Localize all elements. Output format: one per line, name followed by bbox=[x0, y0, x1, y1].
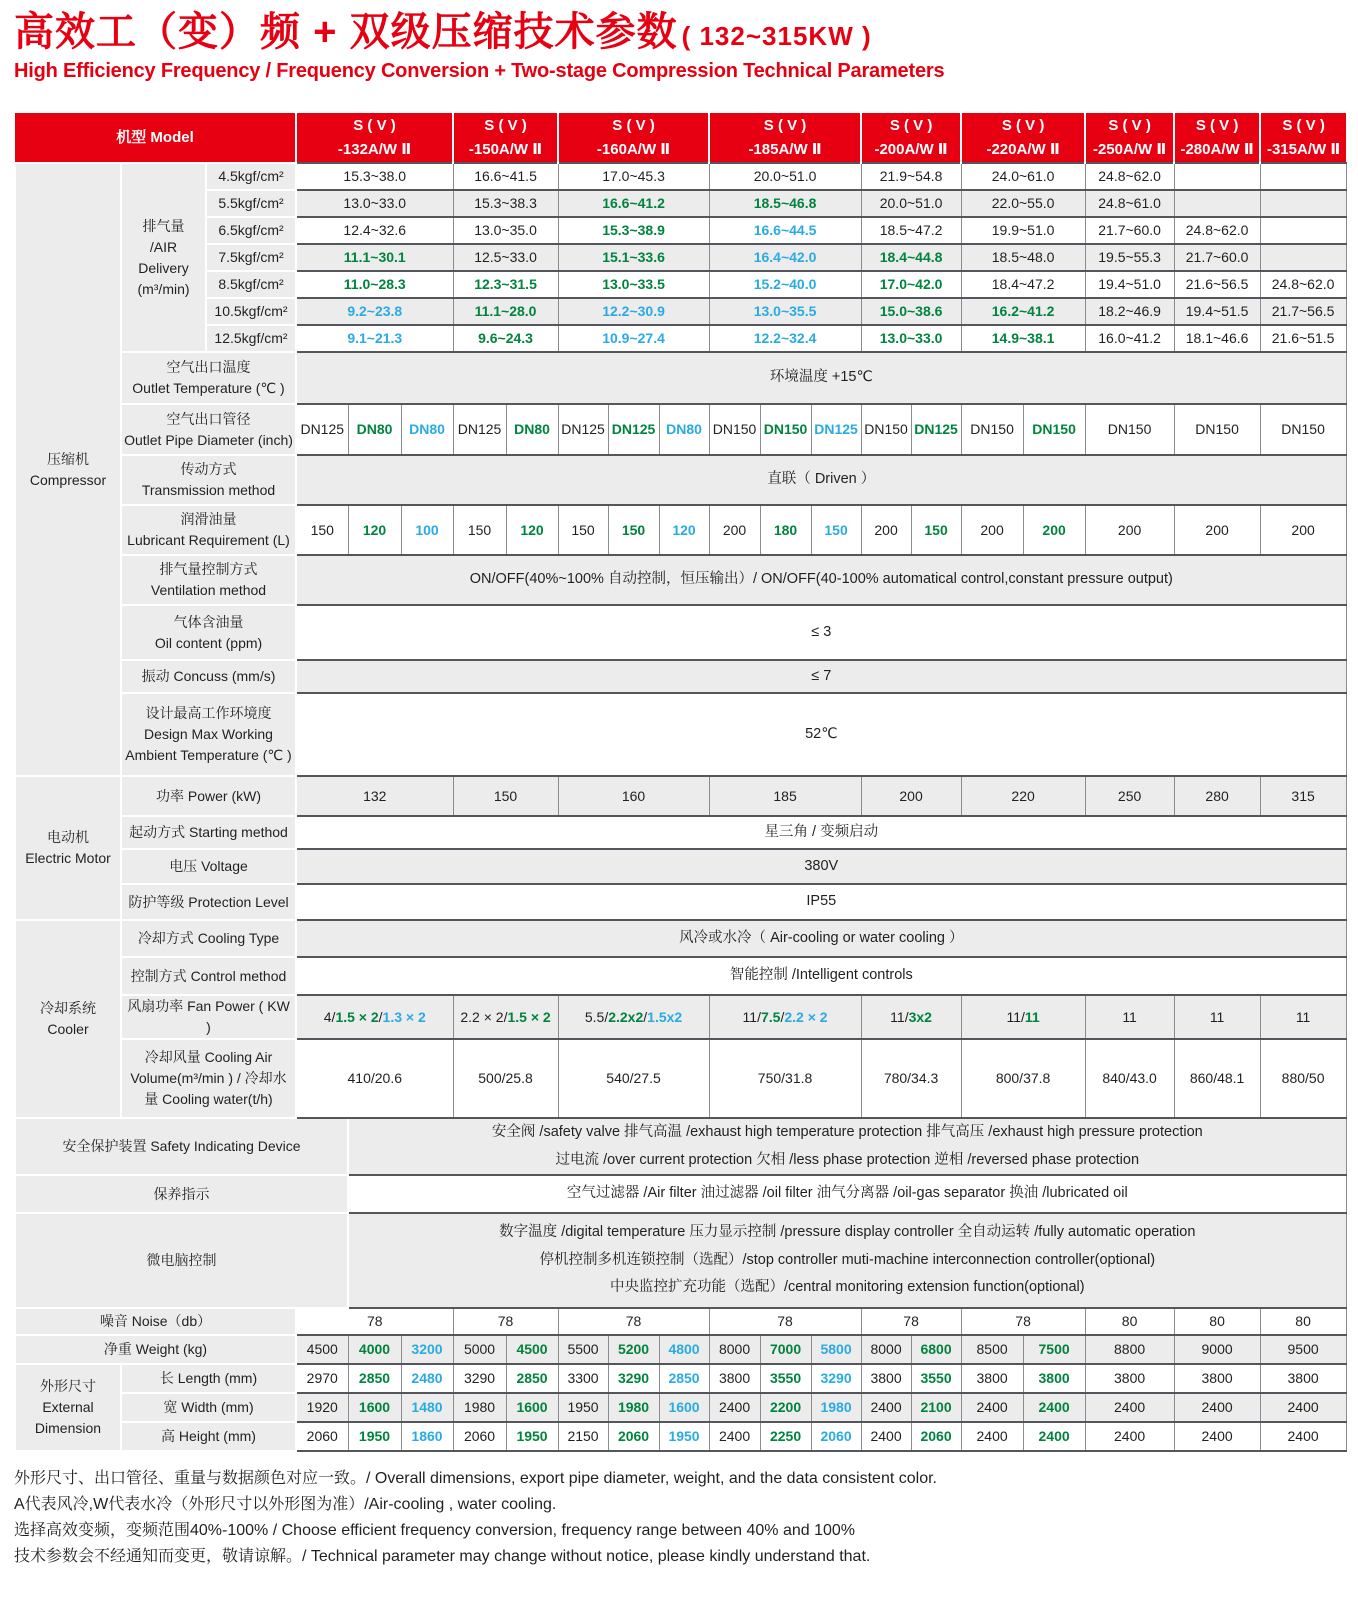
variant-value-cell: 150 bbox=[811, 505, 861, 555]
segmented-value-cell bbox=[709, 995, 861, 1039]
variant-value-cell: DN125 bbox=[911, 404, 961, 455]
pressure-label: 6.5kgf/cm² bbox=[206, 217, 296, 244]
variant-value-cell: 3550 bbox=[911, 1364, 961, 1393]
value-cell: 150 bbox=[453, 776, 558, 816]
technical-parameters-table bbox=[14, 113, 1347, 1452]
variant-value-cell: 2400 bbox=[1260, 1422, 1346, 1451]
variant-value-cell: 7000 bbox=[760, 1335, 811, 1364]
air-delivery-value: 21.9~54.8 bbox=[861, 163, 961, 190]
row-group-label-air-delivery: 排气量 /AIR Delivery (m³/min) bbox=[121, 163, 206, 352]
air-delivery-value: 16.2~41.2 bbox=[961, 298, 1085, 325]
page-title-range: ( 132~315KW ) bbox=[681, 21, 872, 51]
value-segment: / bbox=[378, 1008, 383, 1025]
row-label: 冷却方式 Cooling Type bbox=[121, 920, 296, 957]
variant-value-cell: 3800 bbox=[709, 1364, 760, 1393]
value-cell: 410/20.6 bbox=[296, 1039, 453, 1118]
variant-value-cell: 3290 bbox=[811, 1364, 861, 1393]
variant-value-cell: 150 bbox=[453, 505, 506, 555]
air-delivery-value: 24.8~61.0 bbox=[1085, 190, 1174, 217]
variant-value-cell: 1600 bbox=[659, 1393, 709, 1422]
variant-value-cell: 2850 bbox=[659, 1364, 709, 1393]
value-segment: 5.5/ bbox=[584, 1008, 609, 1025]
variant-value-cell: 2150 bbox=[558, 1422, 608, 1451]
air-delivery-value bbox=[1260, 217, 1346, 244]
variant-value-cell: 150 bbox=[911, 505, 961, 555]
row-label: 风扇功率 Fan Power ( KW ) bbox=[121, 995, 296, 1039]
model-column-header: S ( V ) -200A/W Ⅱ bbox=[861, 113, 961, 163]
air-delivery-value: 15.0~38.6 bbox=[861, 298, 961, 325]
variant-value-cell: 2060 bbox=[608, 1422, 659, 1451]
footnotes bbox=[14, 1466, 1358, 1570]
air-delivery-value: 24.8~62.0 bbox=[1174, 217, 1260, 244]
value-cell: 280 bbox=[1174, 776, 1260, 816]
variant-value-cell: DN80 bbox=[659, 404, 709, 455]
air-delivery-value: 18.5~48.0 bbox=[961, 244, 1085, 271]
variant-value-cell: 2400 bbox=[1174, 1393, 1260, 1422]
air-delivery-value: 10.9~27.4 bbox=[558, 325, 709, 352]
variant-value-cell: 2400 bbox=[1174, 1422, 1260, 1451]
row-label: 防护等级 Protection Level bbox=[121, 884, 296, 920]
row-label: 润滑油量 Lubricant Requirement (L) bbox=[121, 505, 296, 555]
variant-value-cell: DN150 bbox=[1174, 404, 1260, 455]
air-delivery-value: 18.2~46.9 bbox=[1085, 298, 1174, 325]
variant-value-cell: 1860 bbox=[401, 1422, 453, 1451]
variant-value-cell: 2480 bbox=[401, 1364, 453, 1393]
value-cell: 840/43.0 bbox=[1085, 1039, 1174, 1118]
footnote-line: 选择高效变频，变频范围40%-100% / Choose efficient frequency conversion, frequency range between 40% and 100% bbox=[14, 1522, 856, 1540]
air-delivery-value: 24.8~62.0 bbox=[1260, 271, 1346, 298]
segmented-value-cell bbox=[296, 995, 453, 1039]
merged-value-cell: 52℃ bbox=[296, 693, 1346, 776]
value-cell: 315 bbox=[1260, 776, 1346, 816]
value-segment: 11/ bbox=[890, 1008, 909, 1025]
value-segment: 2.2 × 2/ bbox=[460, 1008, 508, 1025]
variant-value-cell: 3200 bbox=[401, 1335, 453, 1364]
model-column-header: S ( V ) -250A/W Ⅱ bbox=[1085, 113, 1174, 163]
page-header bbox=[0, 0, 1358, 83]
air-delivery-value: 18.1~46.6 bbox=[1174, 325, 1260, 352]
value-segment: / bbox=[643, 1008, 648, 1025]
variant-value-cell: 2400 bbox=[1023, 1393, 1085, 1422]
air-delivery-value: 21.7~60.0 bbox=[1174, 244, 1260, 271]
variant-value-cell: 5000 bbox=[453, 1335, 506, 1364]
variant-value-cell: 120 bbox=[659, 505, 709, 555]
variant-value-cell: 9500 bbox=[1260, 1335, 1346, 1364]
footnote-line: 外形尺寸、出口管径、重量与数据颜色对应一致。/ Overall dimensions, export pipe diameter, weight, and the data consistent color. bbox=[14, 1470, 937, 1488]
variant-value-cell: DN150 bbox=[760, 404, 811, 455]
row-label: 噪音 Noise（db） bbox=[15, 1308, 296, 1335]
air-delivery-value: 21.7~56.5 bbox=[1260, 298, 1346, 325]
variant-value-cell: 4500 bbox=[506, 1335, 558, 1364]
variant-value-cell: 8500 bbox=[961, 1335, 1023, 1364]
air-delivery-value: 18.5~46.8 bbox=[709, 190, 861, 217]
value-cell: 185 bbox=[709, 776, 861, 816]
row-label: 振动 Concuss (mm/s) bbox=[121, 660, 296, 693]
segmented-value-cell bbox=[861, 995, 961, 1039]
merged-value-cell: ≤ 7 bbox=[296, 660, 1346, 693]
value-segment: 1.5 × 2 bbox=[507, 1008, 551, 1025]
variant-value-cell: 3300 bbox=[558, 1364, 608, 1393]
value-cell: 80 bbox=[1260, 1308, 1346, 1335]
row-label: 传动方式 Transmission method bbox=[121, 455, 296, 505]
air-delivery-value: 24.8~62.0 bbox=[1085, 163, 1174, 190]
air-delivery-value: 24.0~61.0 bbox=[961, 163, 1085, 190]
air-delivery-value: 19.5~55.3 bbox=[1085, 244, 1174, 271]
air-delivery-value: 21.6~56.5 bbox=[1174, 271, 1260, 298]
value-segment: 2.2 × 2 bbox=[784, 1008, 828, 1025]
air-delivery-value: 9.6~24.3 bbox=[453, 325, 558, 352]
variant-value-cell: DN150 bbox=[1085, 404, 1174, 455]
model-column-header: S ( V ) -220A/W Ⅱ bbox=[961, 113, 1085, 163]
value-segment: 11/ bbox=[742, 1008, 761, 1025]
air-delivery-value: 17.0~42.0 bbox=[861, 271, 961, 298]
variant-value-cell: DN150 bbox=[961, 404, 1023, 455]
value-cell: 880/50 bbox=[1260, 1039, 1346, 1118]
air-delivery-value: 9.1~21.3 bbox=[296, 325, 453, 352]
value-cell: 78 bbox=[861, 1308, 961, 1335]
air-delivery-value: 13.0~33.0 bbox=[861, 325, 961, 352]
air-delivery-value bbox=[1260, 244, 1346, 271]
value-segment: 11 bbox=[1122, 1008, 1137, 1025]
variant-value-cell: 1480 bbox=[401, 1393, 453, 1422]
variant-value-cell: DN80 bbox=[506, 404, 558, 455]
variant-value-cell: 120 bbox=[348, 505, 401, 555]
variant-value-cell: 1600 bbox=[506, 1393, 558, 1422]
variant-value-cell: 2060 bbox=[296, 1422, 348, 1451]
variant-value-cell: 2400 bbox=[1085, 1393, 1174, 1422]
variant-value-cell: DN125 bbox=[453, 404, 506, 455]
row-label: 电压 Voltage bbox=[121, 849, 296, 884]
section-label-compressor: 压缩机 Compressor bbox=[15, 163, 121, 776]
value-cell: 220 bbox=[961, 776, 1085, 816]
value-segment: 11 bbox=[1209, 1008, 1225, 1025]
variant-value-cell: 5200 bbox=[608, 1335, 659, 1364]
row-label: 排气量控制方式 Ventilation method bbox=[121, 555, 296, 605]
variant-value-cell: 200 bbox=[861, 505, 911, 555]
section-label: 电动机 Electric Motor bbox=[15, 776, 121, 920]
model-header-cell: 机型 Model bbox=[15, 113, 296, 163]
section-label: 冷却系统 Cooler bbox=[15, 920, 121, 1118]
air-delivery-value: 11.0~28.3 bbox=[296, 271, 453, 298]
value-cell: 78 bbox=[961, 1308, 1085, 1335]
variant-value-cell: 200 bbox=[961, 505, 1023, 555]
variant-value-cell: 6800 bbox=[911, 1335, 961, 1364]
air-delivery-value: 15.3~38.9 bbox=[558, 217, 709, 244]
air-delivery-value: 14.9~38.1 bbox=[961, 325, 1085, 352]
variant-value-cell: 1980 bbox=[453, 1393, 506, 1422]
air-delivery-value: 16.6~41.2 bbox=[558, 190, 709, 217]
value-segment: 3x2 bbox=[908, 1008, 932, 1025]
air-delivery-value: 16.6~41.5 bbox=[453, 163, 558, 190]
row-label: 设计最高工作环境度 Design Max Working Ambient Temperature (℃ ) bbox=[121, 693, 296, 776]
variant-value-cell: 2400 bbox=[961, 1422, 1023, 1451]
variant-value-cell: 1920 bbox=[296, 1393, 348, 1422]
variant-value-cell: 200 bbox=[1085, 505, 1174, 555]
page-subtitle-en: High Efficiency Frequency / Frequency Conversion + Two-stage Compression Technical Parameters bbox=[14, 60, 945, 82]
page-title bbox=[14, 8, 1358, 56]
variant-value-cell: 1600 bbox=[348, 1393, 401, 1422]
variant-value-cell: 8000 bbox=[709, 1335, 760, 1364]
pressure-label: 10.5kgf/cm² bbox=[206, 298, 296, 325]
air-delivery-value: 13.0~33.5 bbox=[558, 271, 709, 298]
variant-value-cell: 2250 bbox=[760, 1422, 811, 1451]
row-label: 起动方式 Starting method bbox=[121, 816, 296, 849]
variant-value-cell: 2970 bbox=[296, 1364, 348, 1393]
pressure-label: 4.5kgf/cm² bbox=[206, 163, 296, 190]
merged-value-cell: 安全阀 /safety valve 排气高温 /exhaust high temperature protection 排气高压 /exhaust high pressure protection 过电流 /over current protection 欠相 /less phase protection 逆相 /reversed phase protection bbox=[348, 1118, 1346, 1175]
merged-value-cell: 直联（ Driven ） bbox=[296, 455, 1346, 505]
merged-value-cell: ON/OFF(40%~100% 自动控制，恒压输出）/ ON/OFF(40-100% automatical control,constant pressure output) bbox=[296, 555, 1346, 605]
air-delivery-value: 16.0~41.2 bbox=[1085, 325, 1174, 352]
row-label: 宽 Width (mm) bbox=[121, 1393, 296, 1422]
value-segment: 11/ bbox=[1006, 1008, 1025, 1025]
row-label: 长 Length (mm) bbox=[121, 1364, 296, 1393]
air-delivery-value: 12.5~33.0 bbox=[453, 244, 558, 271]
section-label: 外形尺寸 External Dimension bbox=[15, 1364, 121, 1451]
variant-value-cell: 5800 bbox=[811, 1335, 861, 1364]
air-delivery-value: 15.1~33.6 bbox=[558, 244, 709, 271]
air-delivery-value: 11.1~30.1 bbox=[296, 244, 453, 271]
variant-value-cell: 3550 bbox=[760, 1364, 811, 1393]
air-delivery-value: 21.7~60.0 bbox=[1085, 217, 1174, 244]
footnote-line: A代表风冷,W代表水冷（外形尺寸以外形图为准）/Air-cooling , water cooling. bbox=[14, 1496, 557, 1514]
row-label: 功率 Power (kW) bbox=[121, 776, 296, 816]
variant-value-cell: 3290 bbox=[453, 1364, 506, 1393]
variant-value-cell: 2200 bbox=[760, 1393, 811, 1422]
variant-value-cell: 5500 bbox=[558, 1335, 608, 1364]
variant-value-cell: 2850 bbox=[506, 1364, 558, 1393]
row-label: 保养指示 bbox=[15, 1175, 348, 1213]
row-label: 气体含油量 Oil content (ppm) bbox=[121, 605, 296, 660]
variant-value-cell: 180 bbox=[760, 505, 811, 555]
value-cell: 500/25.8 bbox=[453, 1039, 558, 1118]
variant-value-cell: 3290 bbox=[608, 1364, 659, 1393]
value-cell: 540/27.5 bbox=[558, 1039, 709, 1118]
merged-value-cell: 星三角 / 变频启动 bbox=[296, 816, 1346, 849]
variant-value-cell: 150 bbox=[558, 505, 608, 555]
variant-value-cell: 2060 bbox=[453, 1422, 506, 1451]
variant-value-cell: DN80 bbox=[348, 404, 401, 455]
variant-value-cell: 1980 bbox=[811, 1393, 861, 1422]
row-label: 控制方式 Control method bbox=[121, 957, 296, 995]
air-delivery-value: 21.6~51.5 bbox=[1260, 325, 1346, 352]
variant-value-cell: 3800 bbox=[961, 1364, 1023, 1393]
variant-value-cell: 1950 bbox=[506, 1422, 558, 1451]
pressure-label: 7.5kgf/cm² bbox=[206, 244, 296, 271]
segmented-value-cell bbox=[1174, 995, 1260, 1039]
variant-value-cell: 3800 bbox=[1174, 1364, 1260, 1393]
air-delivery-value: 15.2~40.0 bbox=[709, 271, 861, 298]
variant-value-cell: 200 bbox=[1260, 505, 1346, 555]
variant-value-cell: DN150 bbox=[861, 404, 911, 455]
value-cell: 160 bbox=[558, 776, 709, 816]
merged-value-cell: IP55 bbox=[296, 884, 1346, 920]
variant-value-cell: 3800 bbox=[1260, 1364, 1346, 1393]
air-delivery-value: 16.4~42.0 bbox=[709, 244, 861, 271]
variant-value-cell: 150 bbox=[608, 505, 659, 555]
value-segment: 2.2x2 bbox=[608, 1008, 644, 1025]
air-delivery-value: 12.2~30.9 bbox=[558, 298, 709, 325]
value-cell: 80 bbox=[1174, 1308, 1260, 1335]
value-segment: 1.5x2 bbox=[647, 1008, 683, 1025]
variant-value-cell: 8000 bbox=[861, 1335, 911, 1364]
air-delivery-value: 12.4~32.6 bbox=[296, 217, 453, 244]
variant-value-cell: 4800 bbox=[659, 1335, 709, 1364]
variant-value-cell: 200 bbox=[1174, 505, 1260, 555]
segmented-value-cell bbox=[1085, 995, 1174, 1039]
segmented-value-cell bbox=[1260, 995, 1346, 1039]
value-segment: 1.3 × 2 bbox=[382, 1008, 426, 1025]
variant-value-cell: 2060 bbox=[811, 1422, 861, 1451]
variant-value-cell: 4000 bbox=[348, 1335, 401, 1364]
variant-value-cell: 2400 bbox=[1260, 1393, 1346, 1422]
air-delivery-value: 13.0~35.0 bbox=[453, 217, 558, 244]
variant-value-cell: 2400 bbox=[1023, 1422, 1085, 1451]
variant-value-cell: 100 bbox=[401, 505, 453, 555]
air-delivery-value: 19.4~51.0 bbox=[1085, 271, 1174, 298]
variant-value-cell: DN125 bbox=[811, 404, 861, 455]
air-delivery-value: 12.3~31.5 bbox=[453, 271, 558, 298]
air-delivery-value bbox=[1174, 190, 1260, 217]
variant-value-cell: 2400 bbox=[709, 1393, 760, 1422]
value-cell: 78 bbox=[296, 1308, 453, 1335]
row-label: 空气出口管径 Outlet Pipe Diameter (inch) bbox=[121, 404, 296, 455]
variant-value-cell: 1950 bbox=[558, 1393, 608, 1422]
variant-value-cell: 7500 bbox=[1023, 1335, 1085, 1364]
air-delivery-value: 22.0~55.0 bbox=[961, 190, 1085, 217]
value-cell: 80 bbox=[1085, 1308, 1174, 1335]
pressure-label: 8.5kgf/cm² bbox=[206, 271, 296, 298]
variant-value-cell: 9000 bbox=[1174, 1335, 1260, 1364]
variant-value-cell: 120 bbox=[506, 505, 558, 555]
variant-value-cell: 1950 bbox=[348, 1422, 401, 1451]
value-segment: 4/ bbox=[323, 1008, 336, 1025]
air-delivery-value: 15.3~38.0 bbox=[296, 163, 453, 190]
merged-value-cell: 380V bbox=[296, 849, 1346, 884]
segmented-value-cell bbox=[961, 995, 1085, 1039]
variant-value-cell: 200 bbox=[1023, 505, 1085, 555]
variant-value-cell: 1980 bbox=[608, 1393, 659, 1422]
value-cell: 250 bbox=[1085, 776, 1174, 816]
air-delivery-value: 13.0~35.5 bbox=[709, 298, 861, 325]
variant-value-cell: 2400 bbox=[1085, 1422, 1174, 1451]
value-cell: 132 bbox=[296, 776, 453, 816]
footnote-line: 技术参数会不经通知而变更，敬请谅解。/ Technical parameter may change without notice, please kindly understand that. bbox=[14, 1548, 871, 1566]
row-label: 冷却风量 Cooling Air Volume(m³/min ) / 冷却水 量 Cooling water(t/h) bbox=[121, 1039, 296, 1118]
air-delivery-value: 13.0~33.0 bbox=[296, 190, 453, 217]
air-delivery-value: 11.1~28.0 bbox=[453, 298, 558, 325]
air-delivery-value: 20.0~51.0 bbox=[709, 163, 861, 190]
model-column-header: S ( V ) -150A/W Ⅱ bbox=[453, 113, 558, 163]
variant-value-cell: DN150 bbox=[709, 404, 760, 455]
variant-value-cell: 8800 bbox=[1085, 1335, 1174, 1364]
value-cell: 78 bbox=[558, 1308, 709, 1335]
value-segment: 1.5 × 2 bbox=[335, 1008, 379, 1025]
value-cell: 800/37.8 bbox=[961, 1039, 1085, 1118]
variant-value-cell: DN80 bbox=[401, 404, 453, 455]
variant-value-cell: DN125 bbox=[558, 404, 608, 455]
air-delivery-value: 19.9~51.0 bbox=[961, 217, 1085, 244]
variant-value-cell: 150 bbox=[296, 505, 348, 555]
value-cell: 780/34.3 bbox=[861, 1039, 961, 1118]
air-delivery-value bbox=[1174, 163, 1260, 190]
pressure-label: 12.5kgf/cm² bbox=[206, 325, 296, 352]
air-delivery-value bbox=[1260, 190, 1346, 217]
air-delivery-value: 20.0~51.0 bbox=[861, 190, 961, 217]
merged-value-cell: ≤ 3 bbox=[296, 605, 1346, 660]
segmented-value-cell bbox=[453, 995, 558, 1039]
value-cell: 860/48.1 bbox=[1174, 1039, 1260, 1118]
variant-value-cell: DN150 bbox=[1023, 404, 1085, 455]
air-delivery-value: 18.4~44.8 bbox=[861, 244, 961, 271]
value-segment: / bbox=[780, 1008, 785, 1025]
segmented-value-cell bbox=[558, 995, 709, 1039]
value-cell: 750/31.8 bbox=[709, 1039, 861, 1118]
variant-value-cell: 4500 bbox=[296, 1335, 348, 1364]
variant-value-cell: 2400 bbox=[861, 1393, 911, 1422]
air-delivery-value: 12.2~32.4 bbox=[709, 325, 861, 352]
merged-value-cell: 空气过滤器 /Air filter 油过滤器 /oil filter 油气分离器 /oil-gas separator 换油 /lubricated oil bbox=[348, 1175, 1346, 1213]
row-label: 高 Height (mm) bbox=[121, 1422, 296, 1451]
model-column-header: S ( V ) -160A/W Ⅱ bbox=[558, 113, 709, 163]
value-segment: 11 bbox=[1024, 1008, 1040, 1025]
variant-value-cell: 2400 bbox=[709, 1422, 760, 1451]
row-label: 安全保护装置 Safety Indicating Device bbox=[15, 1118, 348, 1175]
value-cell: 200 bbox=[861, 776, 961, 816]
value-segment: 11 bbox=[1295, 1008, 1311, 1025]
variant-value-cell: 3800 bbox=[861, 1364, 911, 1393]
variant-value-cell: 2400 bbox=[861, 1422, 911, 1451]
air-delivery-value: 19.4~51.5 bbox=[1174, 298, 1260, 325]
model-column-header: S ( V ) -185A/W Ⅱ bbox=[709, 113, 861, 163]
variant-value-cell: 2850 bbox=[348, 1364, 401, 1393]
pressure-label: 5.5kgf/cm² bbox=[206, 190, 296, 217]
model-column-header: S ( V ) -280A/W Ⅱ bbox=[1174, 113, 1260, 163]
variant-value-cell: DN150 bbox=[1260, 404, 1346, 455]
variant-value-cell: 1950 bbox=[659, 1422, 709, 1451]
row-label: 微电脑控制 bbox=[15, 1213, 348, 1308]
air-delivery-value bbox=[1260, 163, 1346, 190]
air-delivery-value: 9.2~23.8 bbox=[296, 298, 453, 325]
page-title-cn: 高效工（变）频 + 双级压缩技术参数 bbox=[14, 10, 678, 54]
row-label: 净重 Weight (kg) bbox=[15, 1335, 296, 1364]
air-delivery-value: 18.4~47.2 bbox=[961, 271, 1085, 298]
air-delivery-value: 16.6~44.5 bbox=[709, 217, 861, 244]
row-label: 空气出口温度 Outlet Temperature (℃ ) bbox=[121, 352, 296, 404]
merged-value-cell: 智能控制 /Intelligent controls bbox=[296, 957, 1346, 995]
variant-value-cell: 3800 bbox=[1085, 1364, 1174, 1393]
value-cell: 78 bbox=[709, 1308, 861, 1335]
variant-value-cell: 3800 bbox=[1023, 1364, 1085, 1393]
variant-value-cell: DN125 bbox=[296, 404, 348, 455]
variant-value-cell: 200 bbox=[709, 505, 760, 555]
value-cell: 78 bbox=[453, 1308, 558, 1335]
variant-value-cell: 2400 bbox=[961, 1393, 1023, 1422]
air-delivery-value: 17.0~45.3 bbox=[558, 163, 709, 190]
value-segment: 7.5 bbox=[760, 1008, 781, 1025]
variant-value-cell: 2060 bbox=[911, 1422, 961, 1451]
model-column-header: S ( V ) -132A/W Ⅱ bbox=[296, 113, 453, 163]
variant-value-cell: 2100 bbox=[911, 1393, 961, 1422]
merged-value-cell: 环境温度 +15℃ bbox=[296, 352, 1346, 404]
variant-value-cell: DN125 bbox=[608, 404, 659, 455]
model-column-header: S ( V ) -315A/W Ⅱ bbox=[1260, 113, 1346, 163]
merged-value-cell: 风冷或水冷（ Air-cooling or water cooling ） bbox=[296, 920, 1346, 957]
merged-value-cell: 数字温度 /digital temperature 压力显示控制 /pressure display controller 全自动运转 /fully automatic operation 停机控制多机连锁控制（选配）/stop controller muti-machine interconnection controller(optional) 中央监控扩充功能（选配）/central monitoring extension function(optional) bbox=[348, 1213, 1346, 1308]
air-delivery-value: 18.5~47.2 bbox=[861, 217, 961, 244]
air-delivery-value: 15.3~38.3 bbox=[453, 190, 558, 217]
